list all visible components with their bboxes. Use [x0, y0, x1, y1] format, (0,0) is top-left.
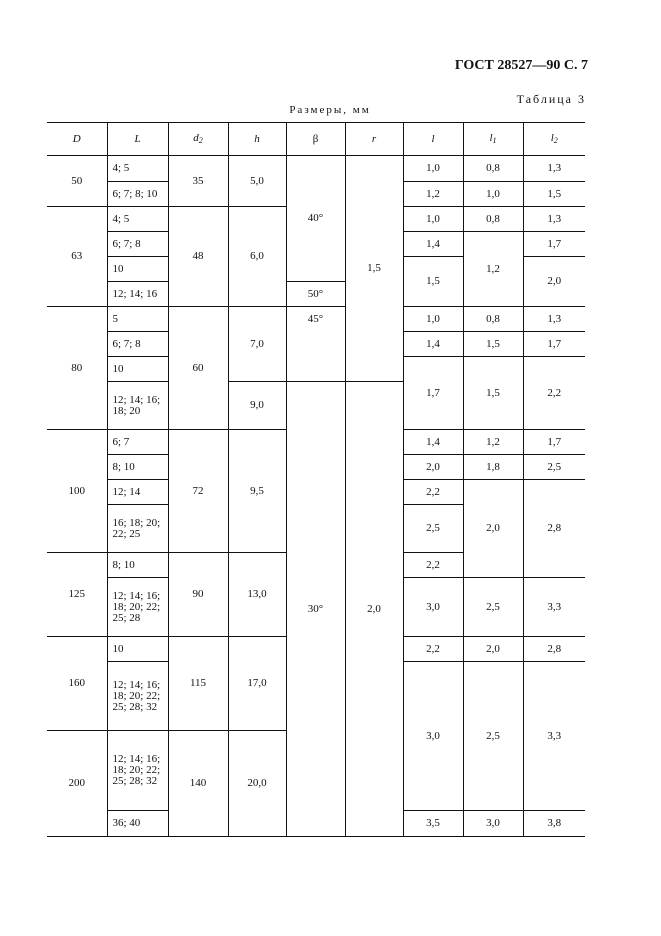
table-row: [47, 156, 585, 182]
cell-l1: 1,0: [463, 182, 523, 207]
cell-h: 5,0: [228, 156, 286, 207]
document-title: ГОСТ 28527—90 С. 7: [454, 58, 588, 73]
cell-L: 12; 14; 16; 18; 20: [107, 382, 168, 430]
cell-l: 1,7: [403, 357, 463, 430]
cell-beta: 40°: [286, 156, 345, 282]
cell-l1: 3,0: [463, 811, 523, 837]
cell-h: 20,0: [228, 731, 286, 837]
cell-l1: 2,5: [463, 662, 523, 811]
cell-l: 3,0: [403, 662, 463, 811]
cell-l1: 0,8: [463, 307, 523, 332]
cell-l2: 2,5: [523, 455, 585, 480]
cell-L: 16; 18; 20; 22; 25: [107, 505, 168, 553]
cell-h: 7,0: [228, 307, 286, 382]
cell-l1: 2,0: [463, 480, 523, 578]
cell-h: 6,0: [228, 207, 286, 307]
cell-l: 2,0: [403, 455, 463, 480]
cell-l2: 1,7: [523, 430, 585, 455]
cell-l: 1,4: [403, 332, 463, 357]
cell-l2: 2,8: [523, 480, 585, 578]
cell-L: 12; 14; 16; 18; 20; 22; 25; 28; 32: [107, 662, 168, 731]
cell-l1: 1,2: [463, 430, 523, 455]
cell-l: 2,2: [403, 637, 463, 662]
cell-d2: 48: [168, 207, 228, 307]
cell-l: 3,0: [403, 578, 463, 637]
cell-l: 2,2: [403, 553, 463, 578]
cell-l: 2,5: [403, 505, 463, 553]
cell-l1: 1,5: [463, 332, 523, 357]
cell-l: 1,0: [403, 207, 463, 232]
col-l1: $l_1$: [463, 123, 523, 156]
cell-L: 6; 7: [107, 430, 168, 455]
cell-l: 3,5: [403, 811, 463, 837]
cell-l1: 1,8: [463, 455, 523, 480]
cell-L: 12; 14; 16: [107, 282, 168, 307]
cell-L: 12; 14; 16; 18; 20; 22; 25; 28: [107, 578, 168, 637]
cell-L: 4; 5: [107, 156, 168, 182]
cell-L: 5: [107, 307, 168, 332]
cell-D: 63: [47, 207, 107, 307]
col-L: L: [107, 123, 168, 156]
col-l: l: [403, 123, 463, 156]
cell-l1: 0,8: [463, 156, 523, 182]
cell-l: 1,4: [403, 232, 463, 257]
cell-l1: 0,8: [463, 207, 523, 232]
cell-L: 10: [107, 357, 168, 382]
cell-l: 1,4: [403, 430, 463, 455]
cell-beta: 30°: [286, 382, 345, 837]
cell-h: 13,0: [228, 553, 286, 637]
cell-l2: 2,0: [523, 257, 585, 307]
col-r: r: [345, 123, 403, 156]
cell-l: 1,5: [403, 257, 463, 307]
cell-L: 36; 40: [107, 811, 168, 837]
cell-l2: 3,3: [523, 662, 585, 811]
cell-beta: 50°: [286, 282, 345, 307]
col-l2: $l_2$: [523, 123, 585, 156]
col-beta: β: [286, 123, 345, 156]
cell-r: 2,0: [345, 382, 403, 837]
col-D: D: [47, 123, 107, 156]
cell-L: 6; 7; 8: [107, 332, 168, 357]
cell-l2: 2,8: [523, 637, 585, 662]
cell-L: 8; 10: [107, 553, 168, 578]
cell-l1: 2,5: [463, 578, 523, 637]
col-h: h: [228, 123, 286, 156]
cell-h: 9,5: [228, 430, 286, 553]
dimensions-table: [47, 122, 585, 837]
cell-L: 4; 5: [107, 207, 168, 232]
cell-d2: 115: [168, 637, 228, 731]
cell-L: 8; 10: [107, 455, 168, 480]
cell-l2: 2,2: [523, 357, 585, 430]
cell-l: 1,2: [403, 182, 463, 207]
cell-L: 6; 7; 8; 10: [107, 182, 168, 207]
table-caption: Размеры, мм: [289, 104, 371, 116]
col-d2: $d_2$: [168, 123, 228, 156]
cell-beta: 45°: [286, 307, 345, 382]
cell-l2: 3,8: [523, 811, 585, 837]
cell-l2: 1,3: [523, 307, 585, 332]
cell-D: 100: [47, 430, 107, 553]
header-row: [47, 123, 585, 156]
cell-D: 160: [47, 637, 107, 731]
cell-l2: 1,3: [523, 207, 585, 232]
cell-l1: 1,5: [463, 357, 523, 430]
cell-r: 1,5: [345, 156, 403, 382]
cell-D: 125: [47, 553, 107, 637]
cell-L: 10: [107, 257, 168, 282]
cell-d2: 90: [168, 553, 228, 637]
cell-h: 9,0: [228, 382, 286, 430]
table-number: Таблица 3: [516, 92, 586, 106]
cell-l2: 1,5: [523, 182, 585, 207]
cell-d2: 35: [168, 156, 228, 207]
cell-l2: 1,3: [523, 156, 585, 182]
cell-L: 12; 14; 16; 18; 20; 22; 25; 28; 32: [107, 731, 168, 811]
cell-d2: 140: [168, 731, 228, 837]
cell-l2: 3,3: [523, 578, 585, 637]
cell-L: 6; 7; 8: [107, 232, 168, 257]
cell-h: 17,0: [228, 637, 286, 731]
cell-l1: 2,0: [463, 637, 523, 662]
cell-L: 10: [107, 637, 168, 662]
cell-d2: 60: [168, 307, 228, 430]
cell-D: 80: [47, 307, 107, 430]
cell-l2: 1,7: [523, 332, 585, 357]
table-row: [47, 307, 585, 332]
cell-l1: 1,2: [463, 232, 523, 307]
cell-D: 50: [47, 156, 107, 207]
cell-d2: 72: [168, 430, 228, 553]
cell-D: 200: [47, 731, 107, 837]
cell-L: 12; 14: [107, 480, 168, 505]
cell-l: 1,0: [403, 307, 463, 332]
cell-l: 1,0: [403, 156, 463, 182]
cell-l2: 1,7: [523, 232, 585, 257]
cell-l: 2,2: [403, 480, 463, 505]
